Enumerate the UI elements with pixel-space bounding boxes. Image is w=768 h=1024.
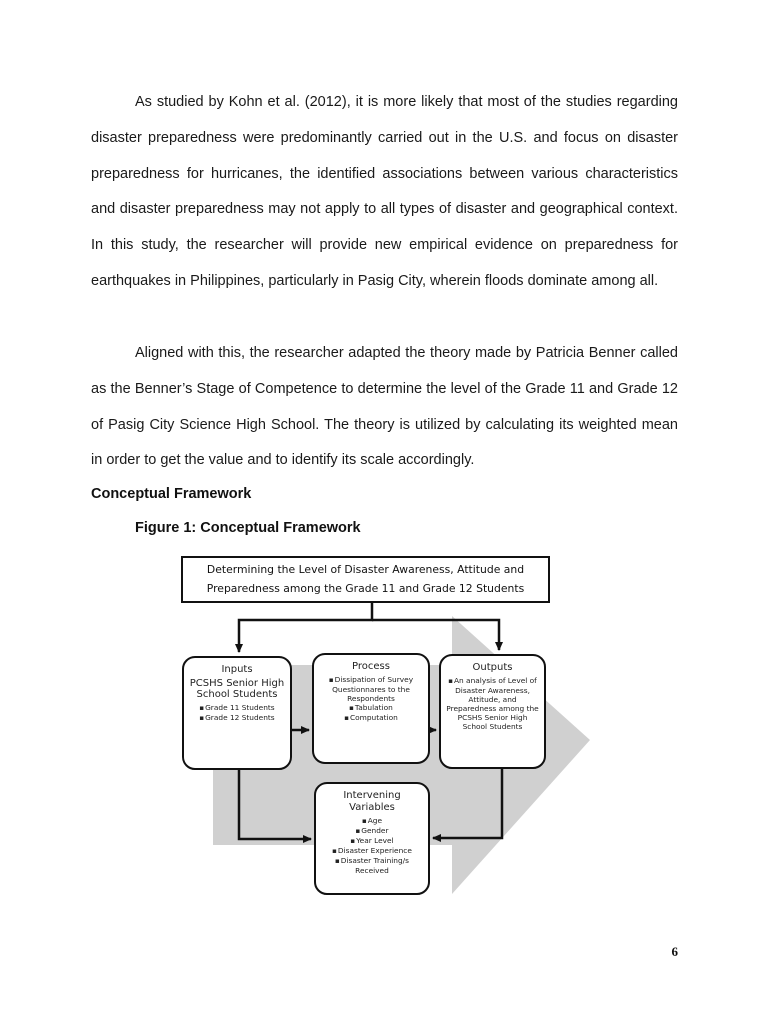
- framework-title-line2: Preparedness among the Grade 11 and Grade 12 Students: [206, 582, 525, 595]
- inputs-list: [188, 703, 286, 723]
- inputs-subtitle: PCSHS Senior High School Students: [189, 678, 285, 700]
- paragraph-benner-text: Aligned with this, the researcher adapted the theory made by Patricia Benner called as the Benner’s Stage of Competence to determine the level of the Grade 11 and Grade 12 of Pasig City Science High School. The theory is utilized by calculating its weighted mean in order to get the value and to identify its scale accordingly.: [91, 345, 678, 469]
- intervening-item: ▪ Gender: [320, 826, 424, 836]
- inputs-item: ▪ Grade 11 Students: [188, 703, 286, 713]
- connector-top-to-inputs: [239, 603, 372, 652]
- process-item: ▪ Dissipation of Survey Questionnares to the Respondents: [318, 675, 424, 703]
- paragraph-kohn-text: As studied by Kohn et al. (2012), it is more likely that most of the studies regarding disaster preparedness were predominantly carried out in the U.S. and focus on disaster preparedness for hurricanes, the identified associations between various characteristics and disaster preparedness may not apply to all types of disaster and geographical context. In this study, the researcher will provide new empirical evidence on preparedness for earthquakes in Philippines, particularly in Pasig City, wherein floods dominate among all.: [91, 94, 678, 289]
- intervening-item: ▪ Disaster Training/s Received: [320, 856, 424, 875]
- intervening-item: ▪ Age: [320, 816, 424, 826]
- outputs-item: ▪ An analysis of Level of Disaster Awareness, Attitude, and Preparedness among the PCSHS Senior High School Students: [445, 676, 540, 731]
- section-heading: Conceptual Framework: [91, 486, 252, 502]
- intervening-title: Intervening Variables: [343, 790, 401, 813]
- framework-title-line1: Determining the Level of Disaster Awareness, Attitude and: [206, 563, 525, 576]
- process-item: ▪ Computation: [318, 713, 424, 723]
- intervening-list: [320, 816, 424, 875]
- process-item: ▪ Tabulation: [318, 703, 424, 713]
- intervening-item: ▪ Year Level: [320, 836, 424, 846]
- intervening-variables-box: [314, 782, 430, 895]
- intervening-item: ▪ Disaster Experience: [320, 846, 424, 856]
- page-number: 6: [671, 944, 678, 959]
- figure-caption: Figure 1: Conceptual Framework: [135, 520, 361, 536]
- inputs-title: Inputs: [221, 664, 253, 675]
- outputs-list: [445, 676, 540, 731]
- process-title: Process: [352, 661, 390, 672]
- outputs-title: Outputs: [472, 662, 513, 673]
- process-list: [318, 675, 424, 723]
- framework-title-box: [181, 556, 550, 603]
- inputs-box: [182, 656, 292, 770]
- inputs-item: ▪ Grade 12 Students: [188, 713, 286, 723]
- process-box: [312, 653, 430, 764]
- outputs-box: [439, 654, 546, 769]
